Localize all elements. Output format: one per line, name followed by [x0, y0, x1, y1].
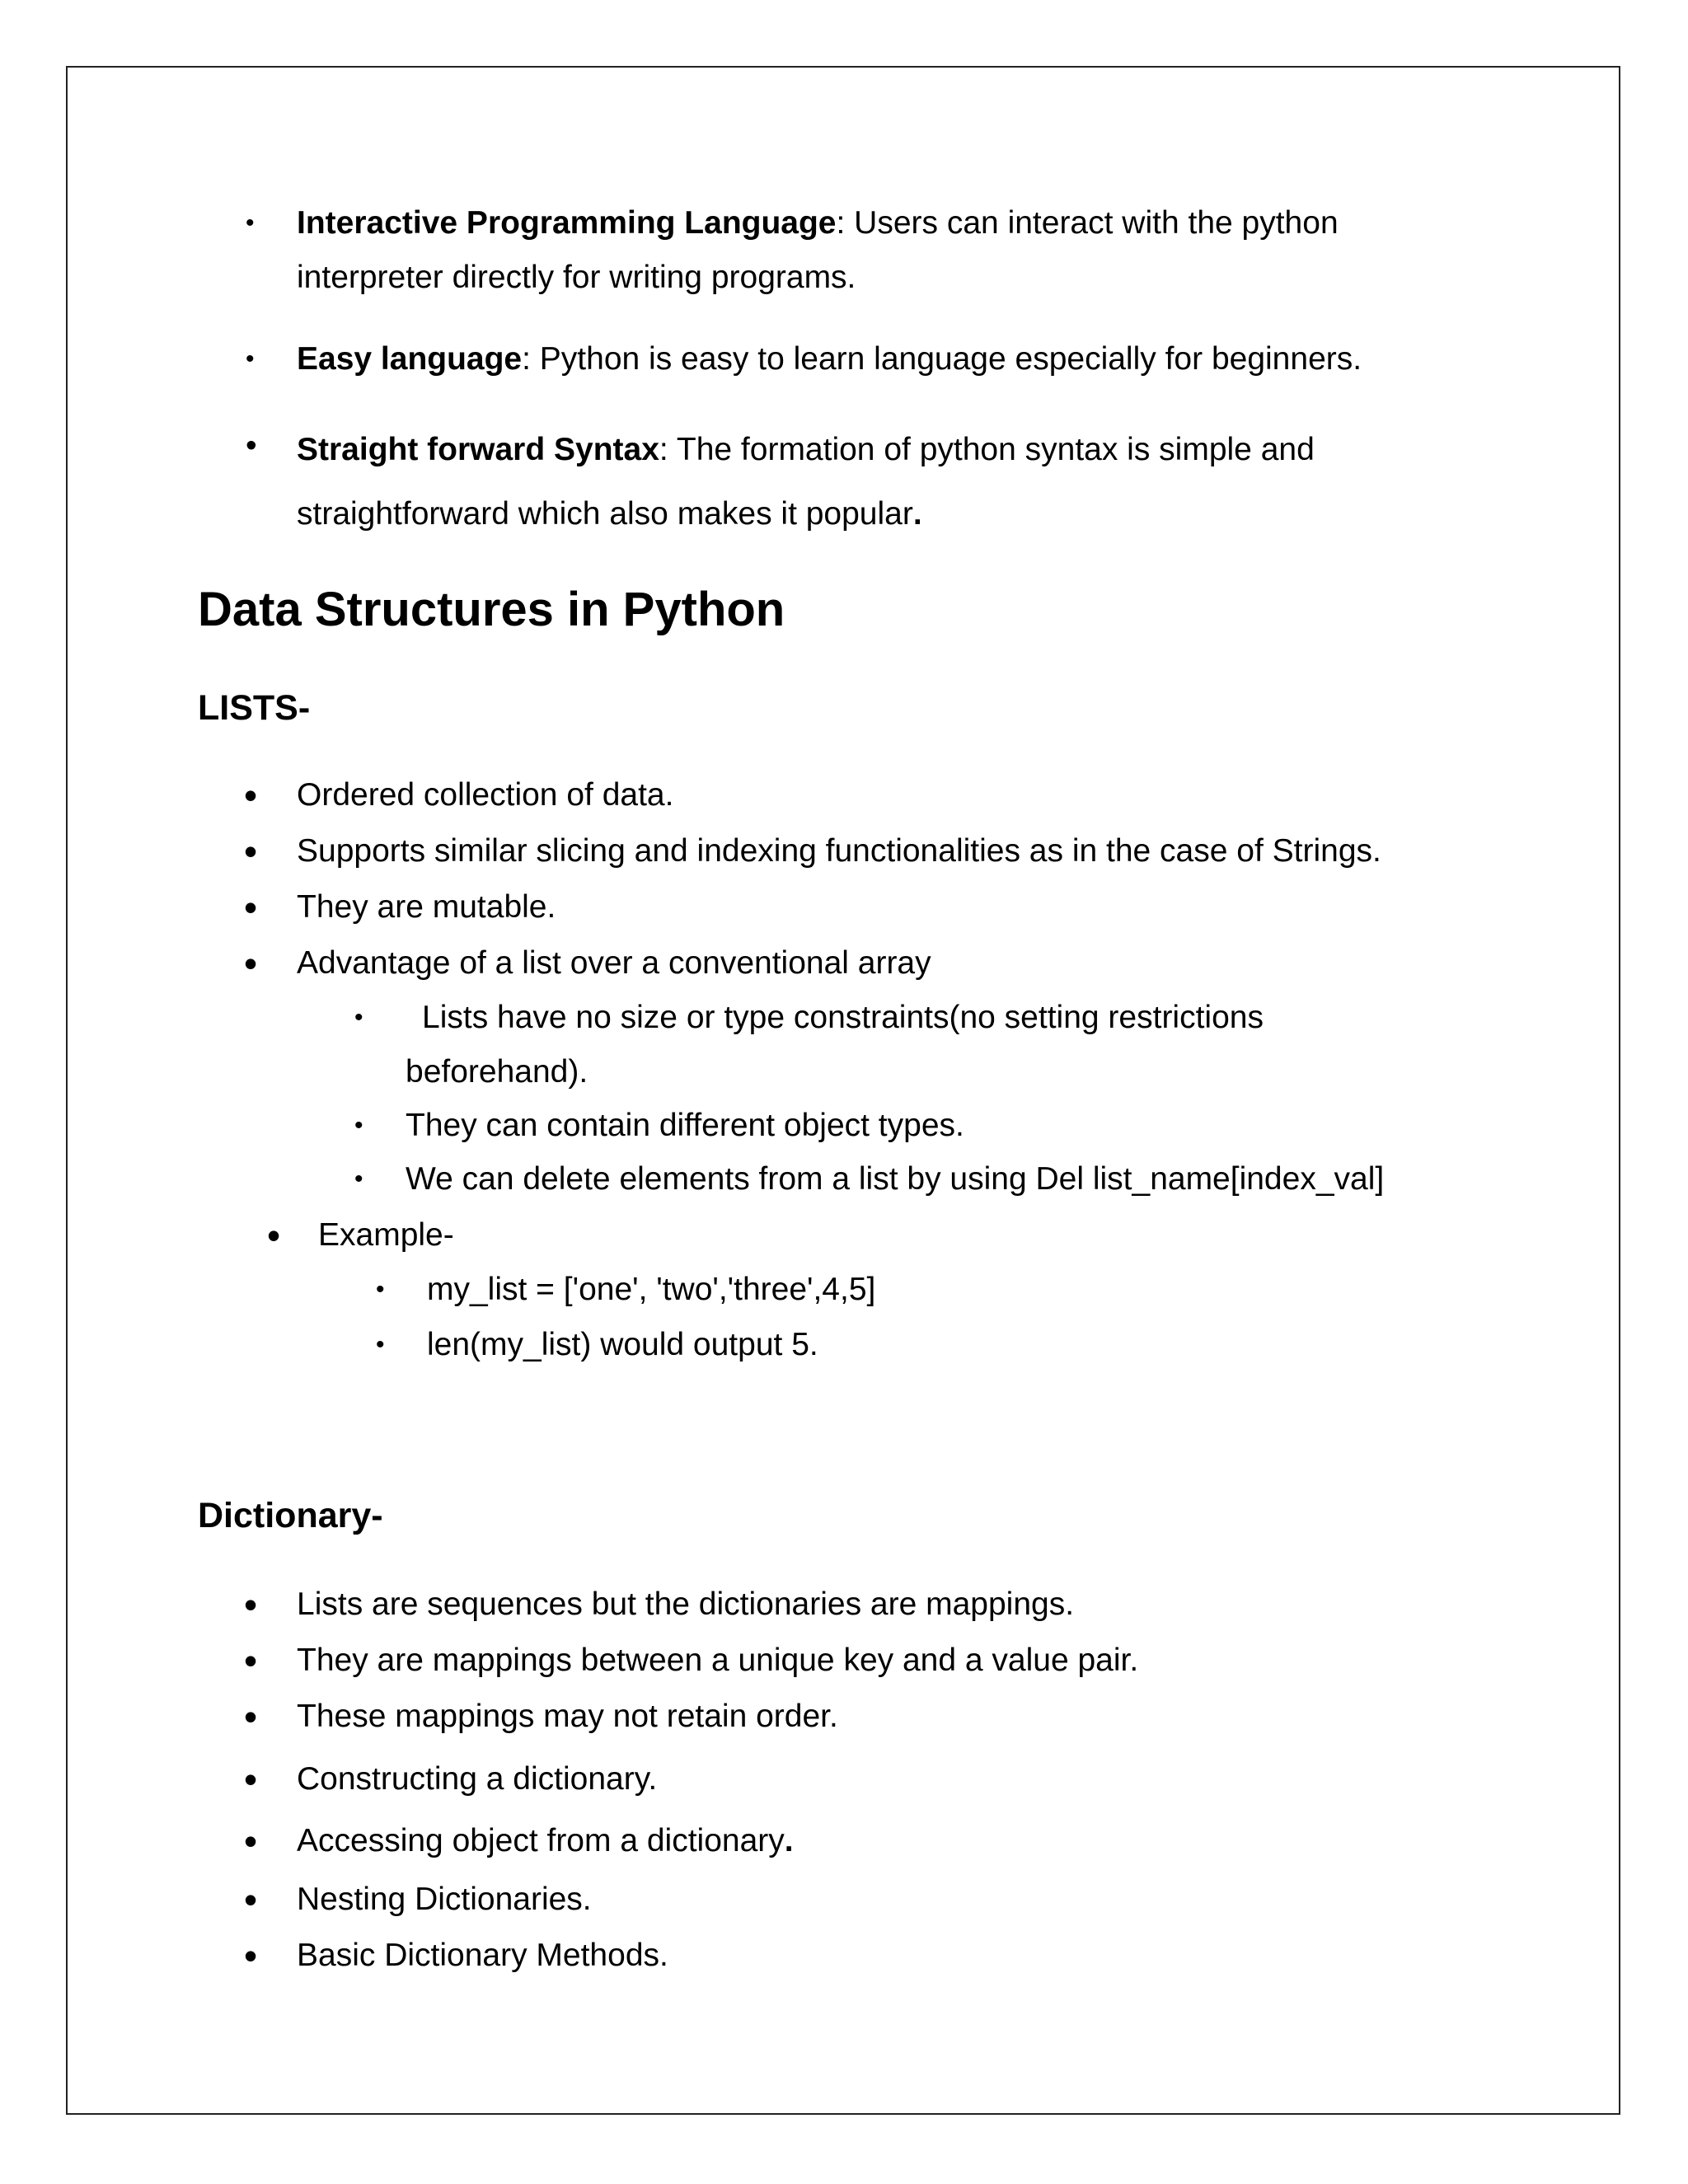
- section-title: Data Structures in Python: [198, 583, 785, 636]
- bullet: •: [244, 1820, 258, 1863]
- bullet: •: [376, 1331, 385, 1358]
- feature-desc: : Users can interact with the python: [836, 205, 1339, 241]
- example-code: my_list = ['one', 'two','three',4,5]: [427, 1272, 876, 1307]
- advantage-item: We can delete elements from a list by using Del list_name[index_val]: [406, 1161, 1385, 1197]
- bullet: •: [376, 1276, 385, 1303]
- list-item: Advantage of a list over a conventional array: [297, 945, 931, 981]
- feature-term: Easy language: [297, 341, 523, 377]
- bullet: •: [244, 774, 258, 817]
- dictionary-item: Lists are sequences but the dictionaries are mappings.: [297, 1586, 1075, 1622]
- dictionary-item: They are mappings between a unique key and a value pair.: [297, 1643, 1139, 1678]
- bullet: •: [244, 1758, 258, 1801]
- bullet: •: [244, 942, 258, 985]
- list-item: Ordered collection of data.: [297, 777, 674, 813]
- advantage-item: They can contain different object types.: [406, 1108, 964, 1143]
- example-label: Example-: [318, 1217, 454, 1253]
- list-item: They are mutable.: [297, 889, 556, 925]
- feature-desc: : The formation of python syntax is simple and: [659, 432, 1315, 467]
- dictionary-heading: Dictionary-: [198, 1496, 383, 1535]
- bullet: •: [244, 1583, 258, 1626]
- dictionary-item: Basic Dictionary Methods.: [297, 1938, 668, 1973]
- bullet: •: [244, 1639, 258, 1682]
- bullet: •: [244, 1934, 258, 1977]
- period: .: [912, 496, 922, 532]
- bullet: •: [244, 886, 258, 929]
- feature-item-easy: [297, 332, 1362, 387]
- bullet: •: [267, 1214, 281, 1257]
- bullet: •: [244, 1878, 258, 1921]
- feature-item-interactive-cont: [297, 251, 856, 305]
- lists-heading: LISTS-: [198, 688, 311, 728]
- example-code: len(my_list) would output 5.: [427, 1327, 818, 1362]
- dictionary-item: These mappings may not retain order.: [297, 1699, 838, 1734]
- feature-desc: straightforward which also makes it popular: [297, 496, 913, 532]
- dictionary-item-text: Accessing object from a dictionary: [297, 1823, 785, 1858]
- list-item: Supports similar slicing and indexing functionalities as in the case of Strings.: [297, 833, 1381, 869]
- dictionary-item: Constructing a dictionary.: [297, 1761, 658, 1797]
- feature-term: Straight forward Syntax: [297, 432, 659, 467]
- feature-item-interactive: [297, 196, 1339, 251]
- feature-item-syntax-cont: [297, 487, 922, 541]
- feature-item-syntax: [297, 423, 1315, 477]
- bullet: •: [354, 1165, 363, 1193]
- advantage-item: Lists have no size or type constraints(no setting restrictions: [422, 1000, 1264, 1035]
- bullet: •: [246, 345, 255, 373]
- feature-desc: interpreter directly for writing programs.: [297, 260, 856, 295]
- advantage-item-cont: beforehand).: [406, 1054, 588, 1090]
- bullet: •: [246, 428, 257, 463]
- bullet: •: [246, 209, 255, 237]
- period: .: [784, 1823, 794, 1858]
- bullet: •: [244, 1695, 258, 1738]
- feature-desc: : Python is easy to learn language especially for beginners.: [522, 341, 1362, 377]
- dictionary-item: Nesting Dictionaries.: [297, 1882, 592, 1917]
- feature-term: Interactive Programming Language: [297, 205, 837, 241]
- bullet: •: [354, 1112, 363, 1139]
- dictionary-item: [297, 1814, 794, 1868]
- bullet: •: [244, 830, 258, 873]
- bullet: •: [354, 1004, 363, 1031]
